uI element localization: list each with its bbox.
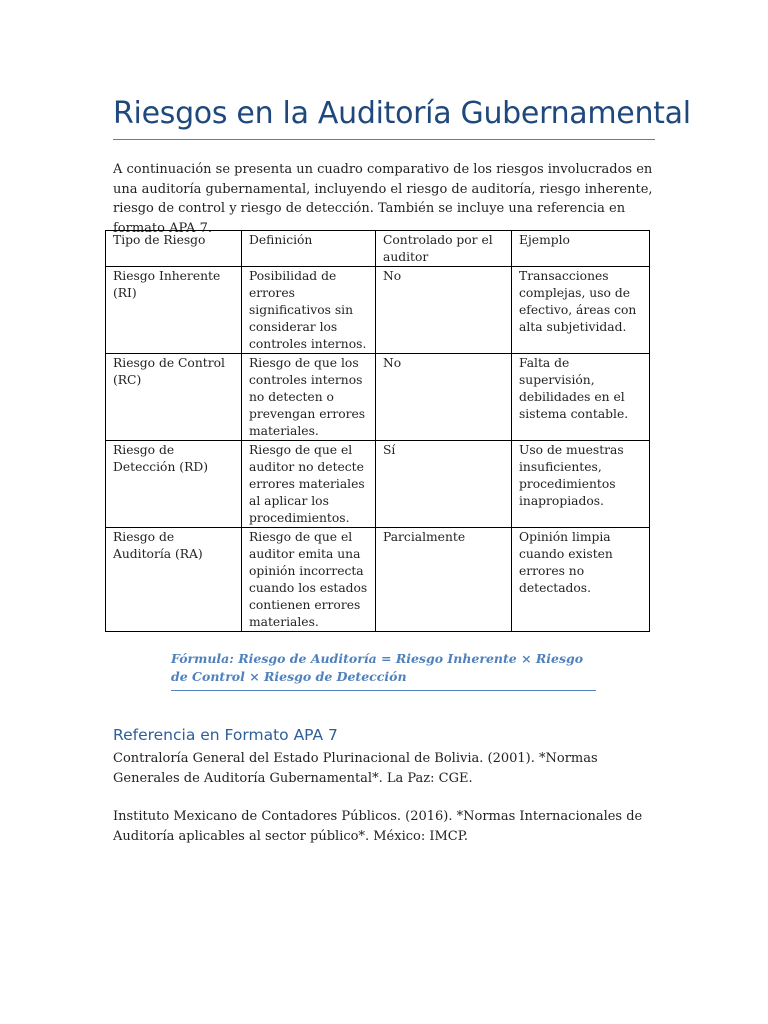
header-ejemplo: Ejemplo [512, 231, 650, 267]
intro-paragraph: A continuación se presenta un cuadro comparativo de los riesgos involucrados en una auditoría gubernamental, incluyendo el riesgo de auditoría, riesgo inherente, riesgo de control y riesgo de detección. También se incluye una referencia en formato APA 7. [113, 162, 653, 236]
cell-ejemplo: Falta de supervisión, debilidades en el sistema contable. [512, 354, 650, 441]
formula-underline [171, 690, 596, 691]
cell-controlado: Parcialmente [376, 528, 512, 632]
cell-ejemplo: Uso de muestras insuficientes, procedimientos inapropiados. [512, 441, 650, 528]
cell-tipo: Riesgo Inherente (RI) [106, 267, 242, 354]
reference-item: Instituto Mexicano de Contadores Públicos. (2016). *Normas Internacionales de Auditoría aplicables al sector público*. México: IMCP. [113, 809, 643, 844]
header-definicion: Definición [242, 231, 376, 267]
table-row [106, 267, 650, 354]
formula-quote: Fórmula: Riesgo de Auditoría = Riesgo Inherente × Riesgo de Control × Riesgo de Detección [171, 651, 584, 684]
cell-definicion: Posibilidad de errores significativos sin considerar los controles internos. [242, 267, 376, 354]
cell-ejemplo: Opinión limpia cuando existen errores no detectados. [512, 528, 650, 632]
table-row [106, 528, 650, 632]
table-header-row [106, 231, 650, 267]
cell-tipo: Riesgo de Control (RC) [106, 354, 242, 441]
reference-item: Contraloría General del Estado Plurinacional de Bolivia. (2001). *Normas Generales de Auditoría Gubernamental*. La Paz: CGE. [113, 751, 598, 786]
header-tipo: Tipo de Riesgo [106, 231, 242, 267]
risk-comparison-table [105, 230, 650, 632]
table-row [106, 354, 650, 441]
header-controlado: Controlado por el auditor [376, 231, 512, 267]
cell-controlado: No [376, 267, 512, 354]
cell-ejemplo: Transacciones complejas, uso de efectivo, áreas con alta subjetividad. [512, 267, 650, 354]
cell-controlado: Sí [376, 441, 512, 528]
cell-tipo: Riesgo de Detección (RD) [106, 441, 242, 528]
title-underline [113, 139, 655, 140]
cell-tipo: Riesgo de Auditoría (RA) [106, 528, 242, 632]
page-title: Riesgos en la Auditoría Gubernamental [113, 96, 691, 131]
references-heading: Referencia en Formato APA 7 [113, 726, 338, 744]
cell-controlado: No [376, 354, 512, 441]
cell-definicion: Riesgo de que el auditor no detecte errores materiales al aplicar los procedimientos. [242, 441, 376, 528]
cell-definicion: Riesgo de que los controles internos no detecten o prevengan errores materiales. [242, 354, 376, 441]
table-row [106, 441, 650, 528]
cell-definicion: Riesgo de que el auditor emita una opinión incorrecta cuando los estados contienen errores materiales. [242, 528, 376, 632]
